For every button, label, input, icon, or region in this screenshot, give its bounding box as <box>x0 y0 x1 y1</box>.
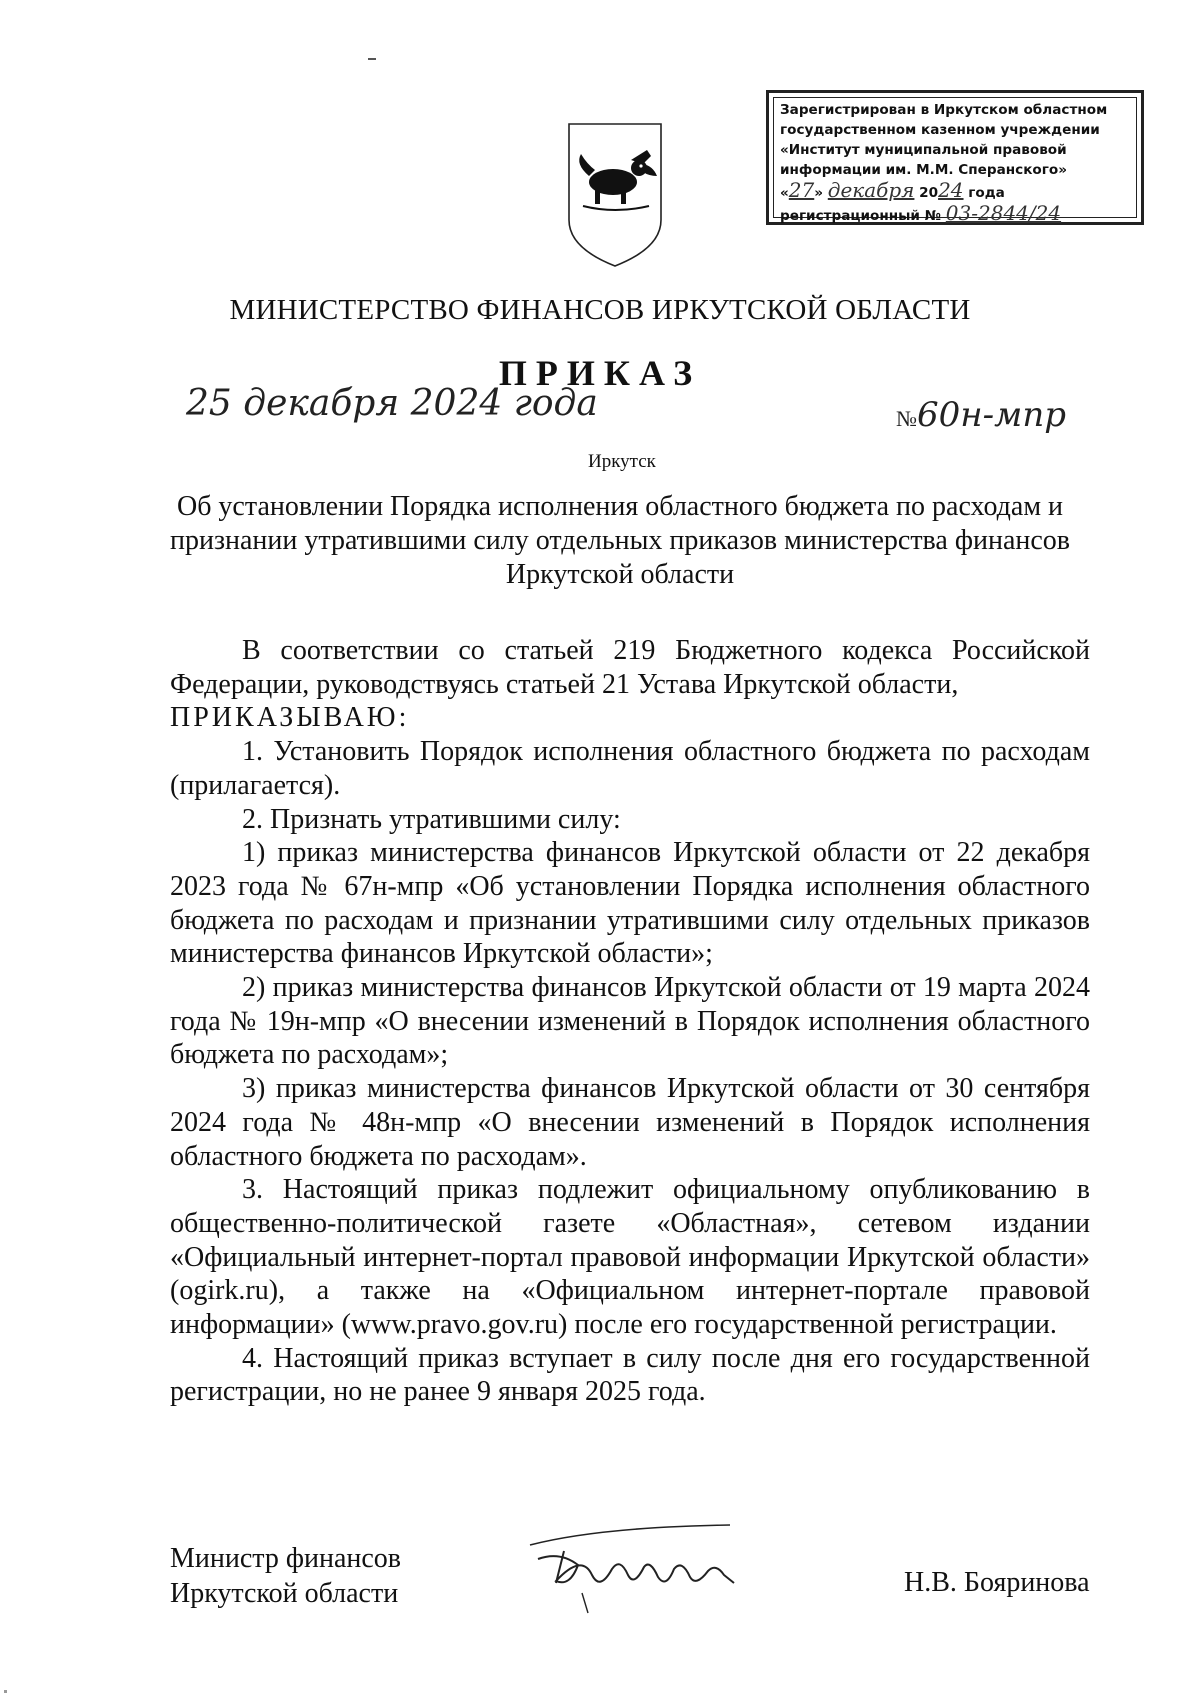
stamp-line-3: «Институт муниципальной правовой <box>780 142 1067 158</box>
order-number-handwritten: 60н-мпр <box>917 395 1066 435</box>
stamp-date-mid: » <box>814 185 824 201</box>
ministry-name: МИНИСТЕРСТВО ФИНАНСОВ ИРКУТСКОЙ ОБЛАСТИ <box>229 294 971 326</box>
paragraph-2-item-2: 2) приказ министерства финансов Иркутской области от 19 марта 2024 года № 19н-мпр «О внесении изменений в Порядок исполнения областного бюджета по расходам»; <box>170 972 1090 1071</box>
stamp-year-prefix: 20 <box>919 185 939 201</box>
number-sign: № <box>896 406 917 431</box>
stamp-line-2: государственном казенном учреждении <box>780 122 1100 138</box>
paragraph-1: 1. Установить Порядок исполнения областного бюджета по расходам (прилагается). <box>170 736 1090 801</box>
registration-stamp <box>766 90 1144 225</box>
coat-of-arms-emblem <box>565 120 665 270</box>
order-number <box>896 395 1066 435</box>
stamp-date-month: декабря <box>827 178 915 202</box>
paragraph-4: 4. Настоящий приказ вступает в силу после дня его государственной регистрации, но не ранее 9 января 2025 года. <box>170 1342 1090 1408</box>
stamp-date-word: года <box>968 185 1005 201</box>
scan-mark <box>368 58 376 60</box>
order-word: ПРИКАЗЫВАЮ: <box>170 702 410 734</box>
paragraph-2-item-3: 3) приказ министерства финансов Иркутской области от 30 сентября 2024 года № 48н-мпр «О внесении изменений в Порядок исполнения областного бюджета по расходам». <box>170 1073 1090 1172</box>
handwritten-signature <box>520 1505 780 1620</box>
stamp-date-day: 27 <box>788 178 815 202</box>
city: Иркутск <box>588 451 656 472</box>
stamp-line-1: Зарегистрирован в Иркутском областном <box>780 102 1108 118</box>
signatory-position-line-2: Иркутской области <box>170 1578 399 1609</box>
signatory-name: Н.В. Бояринова <box>904 1567 1090 1598</box>
stamp-reg-number: 03-2844/24 <box>945 201 1062 225</box>
stamp-reg-label: регистрационный № <box>780 208 942 224</box>
scan-mark-bottom <box>4 1690 7 1693</box>
stamp-year-suffix: 24 <box>938 178 964 202</box>
stamp-line-4: информации им. М.М. Сперанского» <box>780 162 1067 178</box>
paragraph-2-item-1: 1) приказ министерства финансов Иркутской области от 22 декабря 2023 года № 67н-мпр «Об установлении Порядка исполнения областного бюджета по расходам и признании утратившими силу отдельных приказов министерства финансов Иркутской области»; <box>170 837 1090 970</box>
stamp-reg-line <box>780 203 1130 226</box>
signatory-position-line-1: Министр финансов <box>170 1543 402 1574</box>
paragraph-2: 2. Признать утратившими силу: <box>242 803 621 835</box>
document-type: ПРИКАЗ <box>498 353 702 393</box>
stamp-date-open: « <box>780 185 789 201</box>
preamble: В соответствии со статьей 219 Бюджетного кодекса Российской Федерации, руководствуясь статьей 21 Устава Иркутской области, <box>170 635 1090 700</box>
order-date-handwritten: 25 декабря 2024 года <box>186 383 598 424</box>
document-body <box>170 634 1090 1409</box>
paragraph-3: 3. Настоящий приказ подлежит официальному опубликованию в общественно-политической газете «Областная», сетевом издании «Официальный интернет-портал правовой информации Иркутской области» (ogirk.ru), а также на «Официальном интернет-портале правовой информации» (www.pravo.gov.ru) после его государственной регистрации. <box>170 1174 1090 1341</box>
document-title: Об установлении Порядка исполнения областного бюджета по расходам и признании утратившими силу отдельных приказов министерства финансов Иркутской области <box>169 491 1071 590</box>
stamp-date-line <box>780 180 1130 203</box>
signatory-position <box>170 1541 401 1611</box>
